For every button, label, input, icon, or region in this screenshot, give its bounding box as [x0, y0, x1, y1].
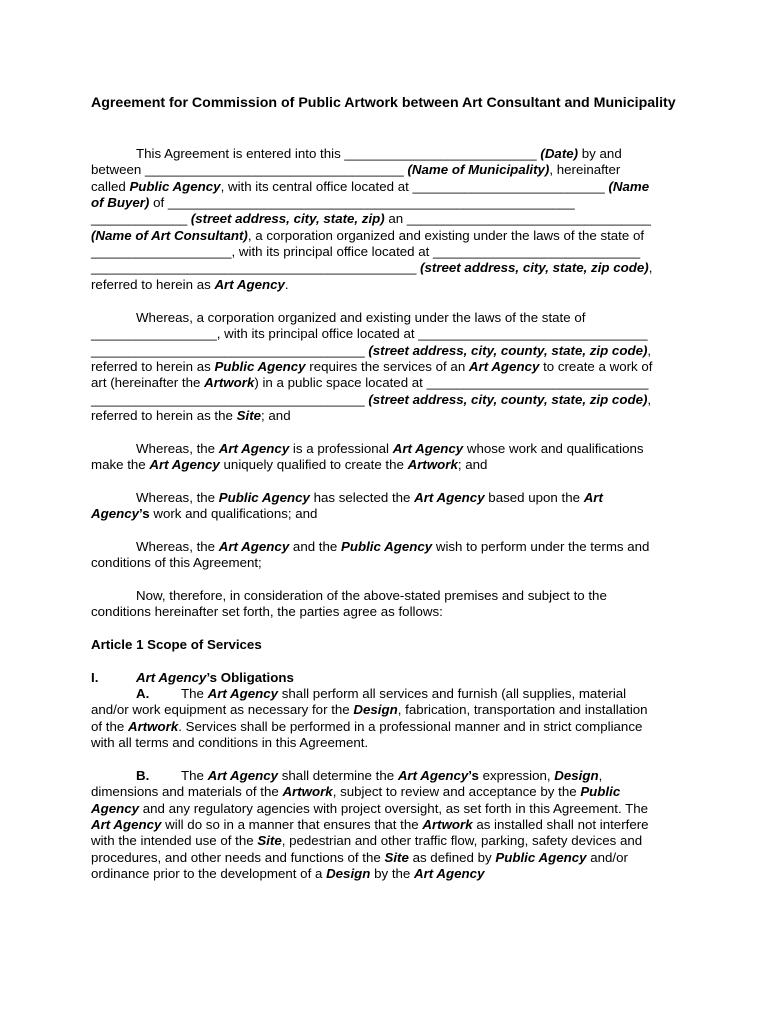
article-1-heading: Article 1 Scope of Services	[91, 637, 262, 652]
whereas-paragraph-1: Whereas, a corporation organized and existing under the laws of the state of _________________, with its principal office located at _______________________________ _____________________________________ (street address, city, county, state, zip code), referred to herein as Public Agency requires the services of an Art Agency to create a work of art (hereinafter the Artwork) in a public space located at ______________________________ _____________________________________ (street address, city, county, state, zip code), referred to herein as the Site; and	[91, 310, 653, 424]
paragraph-a: A. The Art Agency shall perform all services and furnish (all supplies, material and/or work equipment as necessary for the Design, fabrication, transportation and installation of the Artwork. Services shall be performed in a professional manner and in strict compliance with all terms and conditions in this Agreement.	[91, 686, 648, 751]
whereas-paragraph-4: Whereas, the Art Agency and the Public Agency wish to perform under the terms and conditions of this Agreement;	[91, 539, 650, 571]
paragraph-b: B. The Art Agency shall determine the Art Agency’s expression, Design, dimensions and materials of the Artwork, subject to review and acceptance by the Public Agency and any regulatory agencies with project oversight, as set forth in this Agreement. The Art Agency will do so in a manner that ensures that the Artwork as installed shall not interfere with the intended use of the Site, pedestrian and other traffic flow, parking, safety devices and procedures, and other needs and functions of the Site as defined by Public Agency and/or ordinance prior to the development of a Design by the Art Agency	[91, 768, 649, 882]
whereas-paragraph-3: Whereas, the Public Agency has selected the Art Agency based upon the Art Agency’s work and qualifications; and	[91, 490, 603, 522]
whereas-paragraph-2: Whereas, the Art Agency is a professional Art Agency whose work and qualifications make the Art Agency uniquely qualified to create the Artwork; and	[91, 441, 644, 473]
section-1-heading: I. Art Agency’s Obligations	[91, 670, 294, 685]
intro-paragraph: This Agreement is entered into this __________________________ (Date) by and between ___________________________________ (Name of Municipality), hereinafter called Public Agency, with its central office located at __________________________ (Name of Buyer) of _______________________________________________________ _____________ (street address, city, state, zip) an _________________________________ (Name of Art Consultant), a corporation organized and existing under the laws of the state of ___________________, with its principal office located at ____________________________ ____________________________________________ (street address, city, state, zip code), referred to herein as Art Agency.	[91, 146, 653, 292]
document-title: Agreement for Commission of Public Artwork between Art Consultant and Municipality	[91, 95, 676, 111]
now-therefore-paragraph: Now, therefore, in consideration of the above-stated premises and subject to the conditions hereinafter set forth, the parties agree as follows:	[91, 588, 607, 620]
